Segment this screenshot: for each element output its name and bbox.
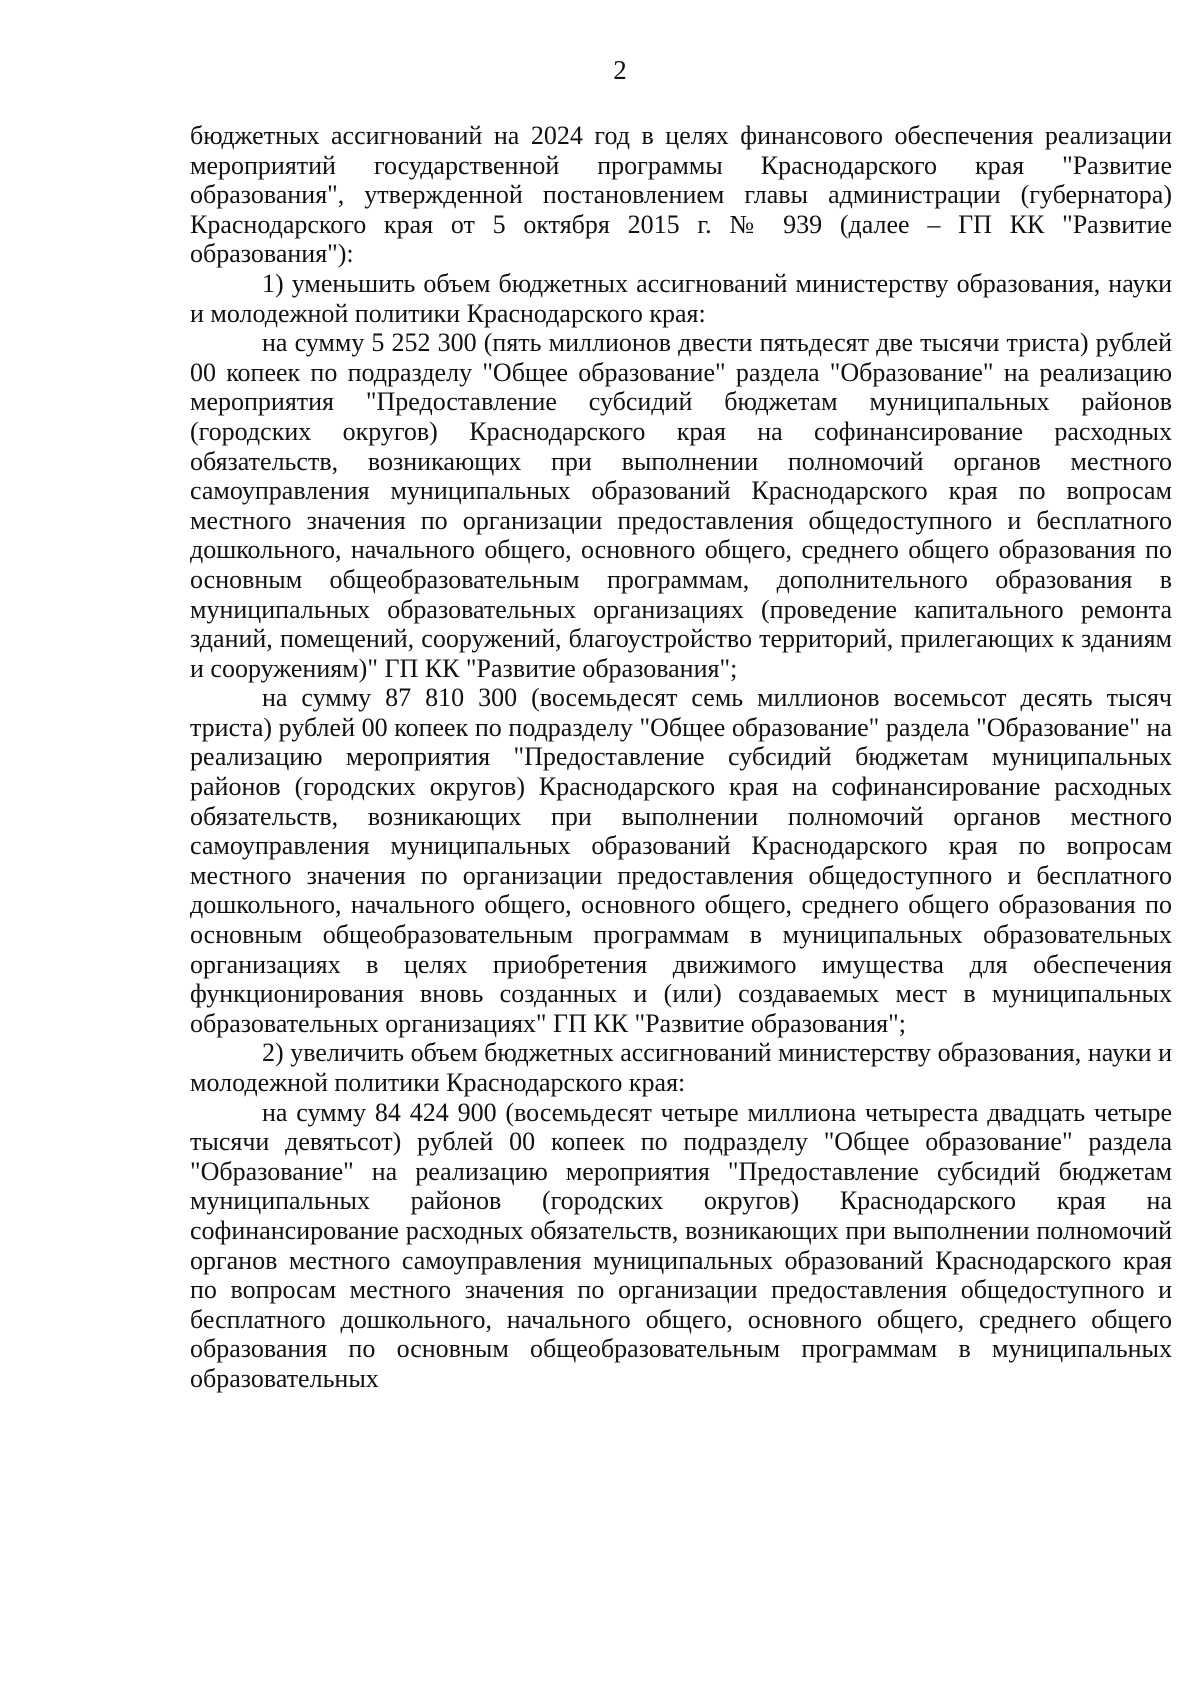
- paragraph-continuation: бюджетных ассигнований на 2024 год в целях финансового обеспечения реализации мероприятий государственной программы Краснодарского края "Развитие образования", утвержденной постановлением главы администрации (губернатора) Краснодарского края от 5 октября 2015 г. № 939 (далее – ГП КК "Развитие образования"):: [190, 121, 1172, 269]
- paragraph-sum-87810300: на сумму 87 810 300 (восемьдесят семь миллионов восемьсот десять тысяч триста) рублей 00 копеек по подразделу "Общее образование" раздела "Образование" на реализацию мероприятия "Предоставление субсидий бюджетам муниципальных районов (городских округов) Краснодарского края на софинансирование расходных обязательств, возникающих при выполнении полномочий органов местного самоуправления муниципальных образований Краснодарского края по вопросам местного значения по организации предоставления общедоступного и бесплатного дошкольного, начального общего, основного общего, среднего общего образования по основным общеобразовательным программам в муниципальных образовательных организациях в целях приобретения движимого имущества для обеспечения функционирования вновь созданных и (или) создаваемых мест в муниципальных образовательных организациях" ГП КК "Развитие образования";: [190, 683, 1172, 1038]
- page-number: 2: [613, 55, 627, 85]
- paragraph-sum-84424900: на сумму 84 424 900 (восемьдесят четыре миллиона четыреста двадцать четыре тысячи девятьсот) рублей 00 копеек по подразделу "Общее образование" раздела "Образование" на реализацию мероприятия "Предоставление субсидий бюджетам муниципальных районов (городских округов) Краснодарского края на софинансирование расходных обязательств, возникающих при выполнении полномочий органов местного самоуправления муниципальных образований Краснодарского края по вопросам местного значения по организации предоставления общедоступного и бесплатного дошкольного, начального общего, основного общего, среднего общего образования по основным общеобразовательным программам в муниципальных образовательных: [190, 1097, 1172, 1393]
- document-body: [190, 121, 1172, 1394]
- paragraph-item-1-decrease: 1) уменьшить объем бюджетных ассигнований министерству образования, науки и молодежной политики Краснодарского края:: [190, 268, 1172, 328]
- paragraph-item-2-increase: 2) увеличить объем бюджетных ассигнований министерству образования, науки и молодежной политики Краснодарского края:: [190, 1038, 1172, 1097]
- paragraph-sum-5252300: на сумму 5 252 300 (пять миллионов двести пятьдесят две тысячи триста) рублей 00 копеек по подразделу "Общее образование" раздела "Образование" на реализацию мероприятия "Предоставление субсидий бюджетам муниципальных районов (городских округов) Краснодарского края на софинансирование расходных обязательств, возникающих при выполнении полномочий органов местного самоуправления муниципальных образований Краснодарского края по вопросам местного значения по организации предоставления общедоступного и бесплатного дошкольного, начального общего, основного общего, среднего общего образования по основным общеобразовательным программам, дополнительного образования в муниципальных образовательных организациях (проведение капитального ремонта зданий, помещений, сооружений, благоустройство территорий, прилегающих к зданиям и сооружениям)" ГП КК "Развитие образования";: [190, 328, 1172, 683]
